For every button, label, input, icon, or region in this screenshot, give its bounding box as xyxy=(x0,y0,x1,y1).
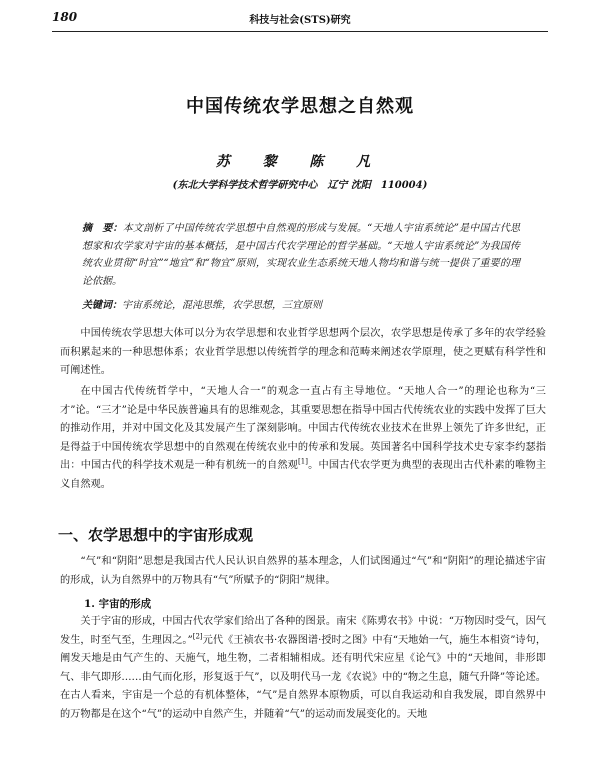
affiliation: (东北大学科学技术哲学研究中心 辽宁 沈阳 110004) xyxy=(172,180,428,191)
page-number: 180 xyxy=(52,10,78,24)
paragraph-text: 在中国古代传统哲学中，“天地人合一”的观念一直占有主导地位。“天地人合一”的理论也称为“三才”论。“三才”论是中华民族普遍具有的思维观念，其重要思想在指导中国古代传统农业的实践中发挥了巨大的推动作用，并对中国文化及其发展产生了深刻影响。中国古代传统农业技术在世界上领先了许多世纪，正是得益于中国传统农学思想中的自然观在传统农业中的传承和发展。英国著名中国科学技术史专家李约瑟指出：中国古代的科学技术观是一种有机统一的自然观 xyxy=(60,386,546,471)
paragraph-text: 关于宇宙的形成，中国古代农学家们给出了各种的图景。南宋《陈旉农书》中说：“万物因时受气，因气发生，时至气至，生理因之。” xyxy=(60,616,546,646)
paragraph-text: 。中国古代农学更为典型的表现出古代朴素的唯物主义自然观。 xyxy=(60,460,547,490)
body-paragraph-4 xyxy=(60,613,546,724)
abstract xyxy=(82,220,520,290)
author-line: 苏 黎 陈 凡 xyxy=(215,154,385,170)
subsection-heading: 1. 宇宙的形成 xyxy=(84,598,152,610)
keywords-label: 关键词： xyxy=(82,300,122,311)
body-paragraph-1: 中国传统农学思想大体可以分为农学思想和农业哲学思想两个层次，农学思想是传承了多年的农学经验而积累起来的一种思想体系；农业哲学思想以传统哲学的理念和范畴来阐述农学原理，使之更赋有科学性和可阐述性。 xyxy=(60,328,546,376)
journal-name: 科技与社会(STS)研究 xyxy=(249,15,351,26)
keywords xyxy=(82,297,520,314)
header-rule xyxy=(52,31,548,32)
citation-ref: [2] xyxy=(192,632,203,641)
paragraph-text: 元代《王祯农书·农器图谱·授时之图》中有“天地始一气，施生本相资”诗句，阐发天地是由气产生的、天施气，地生物，二者相辅相成。还有明代宋应星《论气》中的“天地间，非形即气、非气即形……由气而化形，形复返于气”，以及明代马一龙《农说》中的“物之生息，随气升降”等论述。在古人看来，宇宙是一个总的有机体整体，“气”是自然界本原物质，可以自我运动和自我发展，即自然界中的万物都是在这个“气”的运动中自然产生，并随着“气”的运动而发展变化的。天地 xyxy=(60,634,547,720)
citation-ref: [1] xyxy=(298,457,308,466)
section-heading: 一、农学思想中的宇宙形成观 xyxy=(58,526,254,544)
body-paragraph-3: “气”和“阴阳”思想是我国古代人民认识自然界的基本理念，人们试图通过“气”和“阴阳”的理论描述宇宙的形成，认为自然界中的万物具有“气”所赋予的“阴阳”规律。 xyxy=(60,556,546,586)
running-header xyxy=(52,10,548,28)
abstract-label: 摘 要： xyxy=(82,223,123,234)
abstract-text: 本文剖析了中国传统农学思想中自然观的形成与发展。“天地人宇宙系统论”是中国古代思想家和农学家对宇宙的基本概括，是中国古代农学理论的哲学基础。“天地人宇宙系统论”为我国传统农业贯彻“时宜”“地宜”和“物宜”原则，实现农业生态系统天地人物均和谐与统一提供了重要的理论依据。 xyxy=(82,223,521,287)
paper-title: 中国传统农学思想之自然观 xyxy=(186,96,414,117)
keywords-text: 宇宙系统论，混沌思维，农学思想，三宜原则 xyxy=(122,300,322,311)
body-paragraph-2 xyxy=(60,383,546,494)
